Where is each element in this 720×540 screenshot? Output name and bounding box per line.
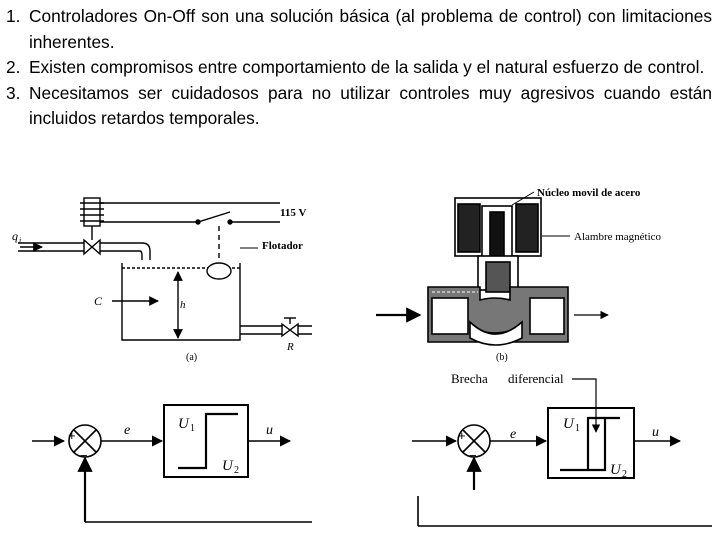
list-item: 1. Controladores On-Off son una solución básica (al problema de control) con limitaciones inherentes. xyxy=(6,6,712,52)
u1-sub-left: 1 xyxy=(190,423,195,434)
core-label: Núcleo movil de acero xyxy=(537,187,641,199)
inflow-subscript: i xyxy=(19,236,22,245)
inflow-label: q xyxy=(12,229,18,243)
u2-label-right: U xyxy=(610,462,621,478)
minus-sign-right: − xyxy=(469,448,477,463)
wire-label: Alambre magnético xyxy=(574,231,662,243)
outlet-valve-icon xyxy=(282,324,298,336)
list-item: 2. Existen compromisos entre comportamiento de la salida y el natural esfuerzo de control. xyxy=(6,57,705,77)
inflow-pipe-bend xyxy=(100,243,150,260)
list-item-text: Controladores On-Off son una solución básica (al problema de control) con limitaciones inherentes. xyxy=(29,6,712,52)
error-label-right: e xyxy=(510,427,517,442)
solenoid-coil-icon xyxy=(80,198,104,240)
float-icon xyxy=(207,263,231,279)
gap-label: Brecha xyxy=(451,371,488,386)
error-label-left: e xyxy=(124,423,131,438)
resistance-label: R xyxy=(287,341,294,353)
caption-b: (b) xyxy=(496,352,508,363)
output-label-left: u xyxy=(266,423,273,438)
u2-sub-right: 2 xyxy=(622,469,627,480)
u1-label-left: U xyxy=(178,416,189,432)
plus-sign-right: + xyxy=(458,428,466,443)
wire-switch xyxy=(100,212,230,222)
list-item: 3. Necesitamos ser cuidadosos para no utilizar controles muy agresivos cuando están incluidos retardos temporales. xyxy=(6,82,712,128)
u1-sub-right: 1 xyxy=(575,423,580,434)
caption-a: (a) xyxy=(186,352,198,363)
output-label-right: u xyxy=(652,425,659,440)
u1-label-right: U xyxy=(563,416,574,432)
inlet-valve-icon xyxy=(84,240,100,254)
plus-sign-left: + xyxy=(68,428,76,443)
u2-sub-left: 2 xyxy=(234,465,239,476)
u2-label-left: U xyxy=(222,458,233,474)
float-label: Flotador xyxy=(262,240,303,252)
voltage-label: 115 V xyxy=(280,207,307,219)
minus-sign-left: − xyxy=(80,448,88,463)
solenoid-valve-figure xyxy=(428,198,568,345)
outflow-pipe xyxy=(240,326,312,334)
differential-label: diferencial xyxy=(508,371,564,386)
hysteresis-block-diagram-right xyxy=(412,379,712,526)
capacity-label: C xyxy=(94,294,103,308)
list-item-text: Necesitamos ser cuidadosos para no utilizar controles muy agresivos cuando están incluidos retardos temporales. xyxy=(29,82,712,128)
list-item-text: Existen compromisos entre comportamiento de la salida y el natural esfuerzo de control. xyxy=(29,57,705,77)
level-label: h xyxy=(180,299,186,311)
tank-level-figure xyxy=(18,198,312,340)
